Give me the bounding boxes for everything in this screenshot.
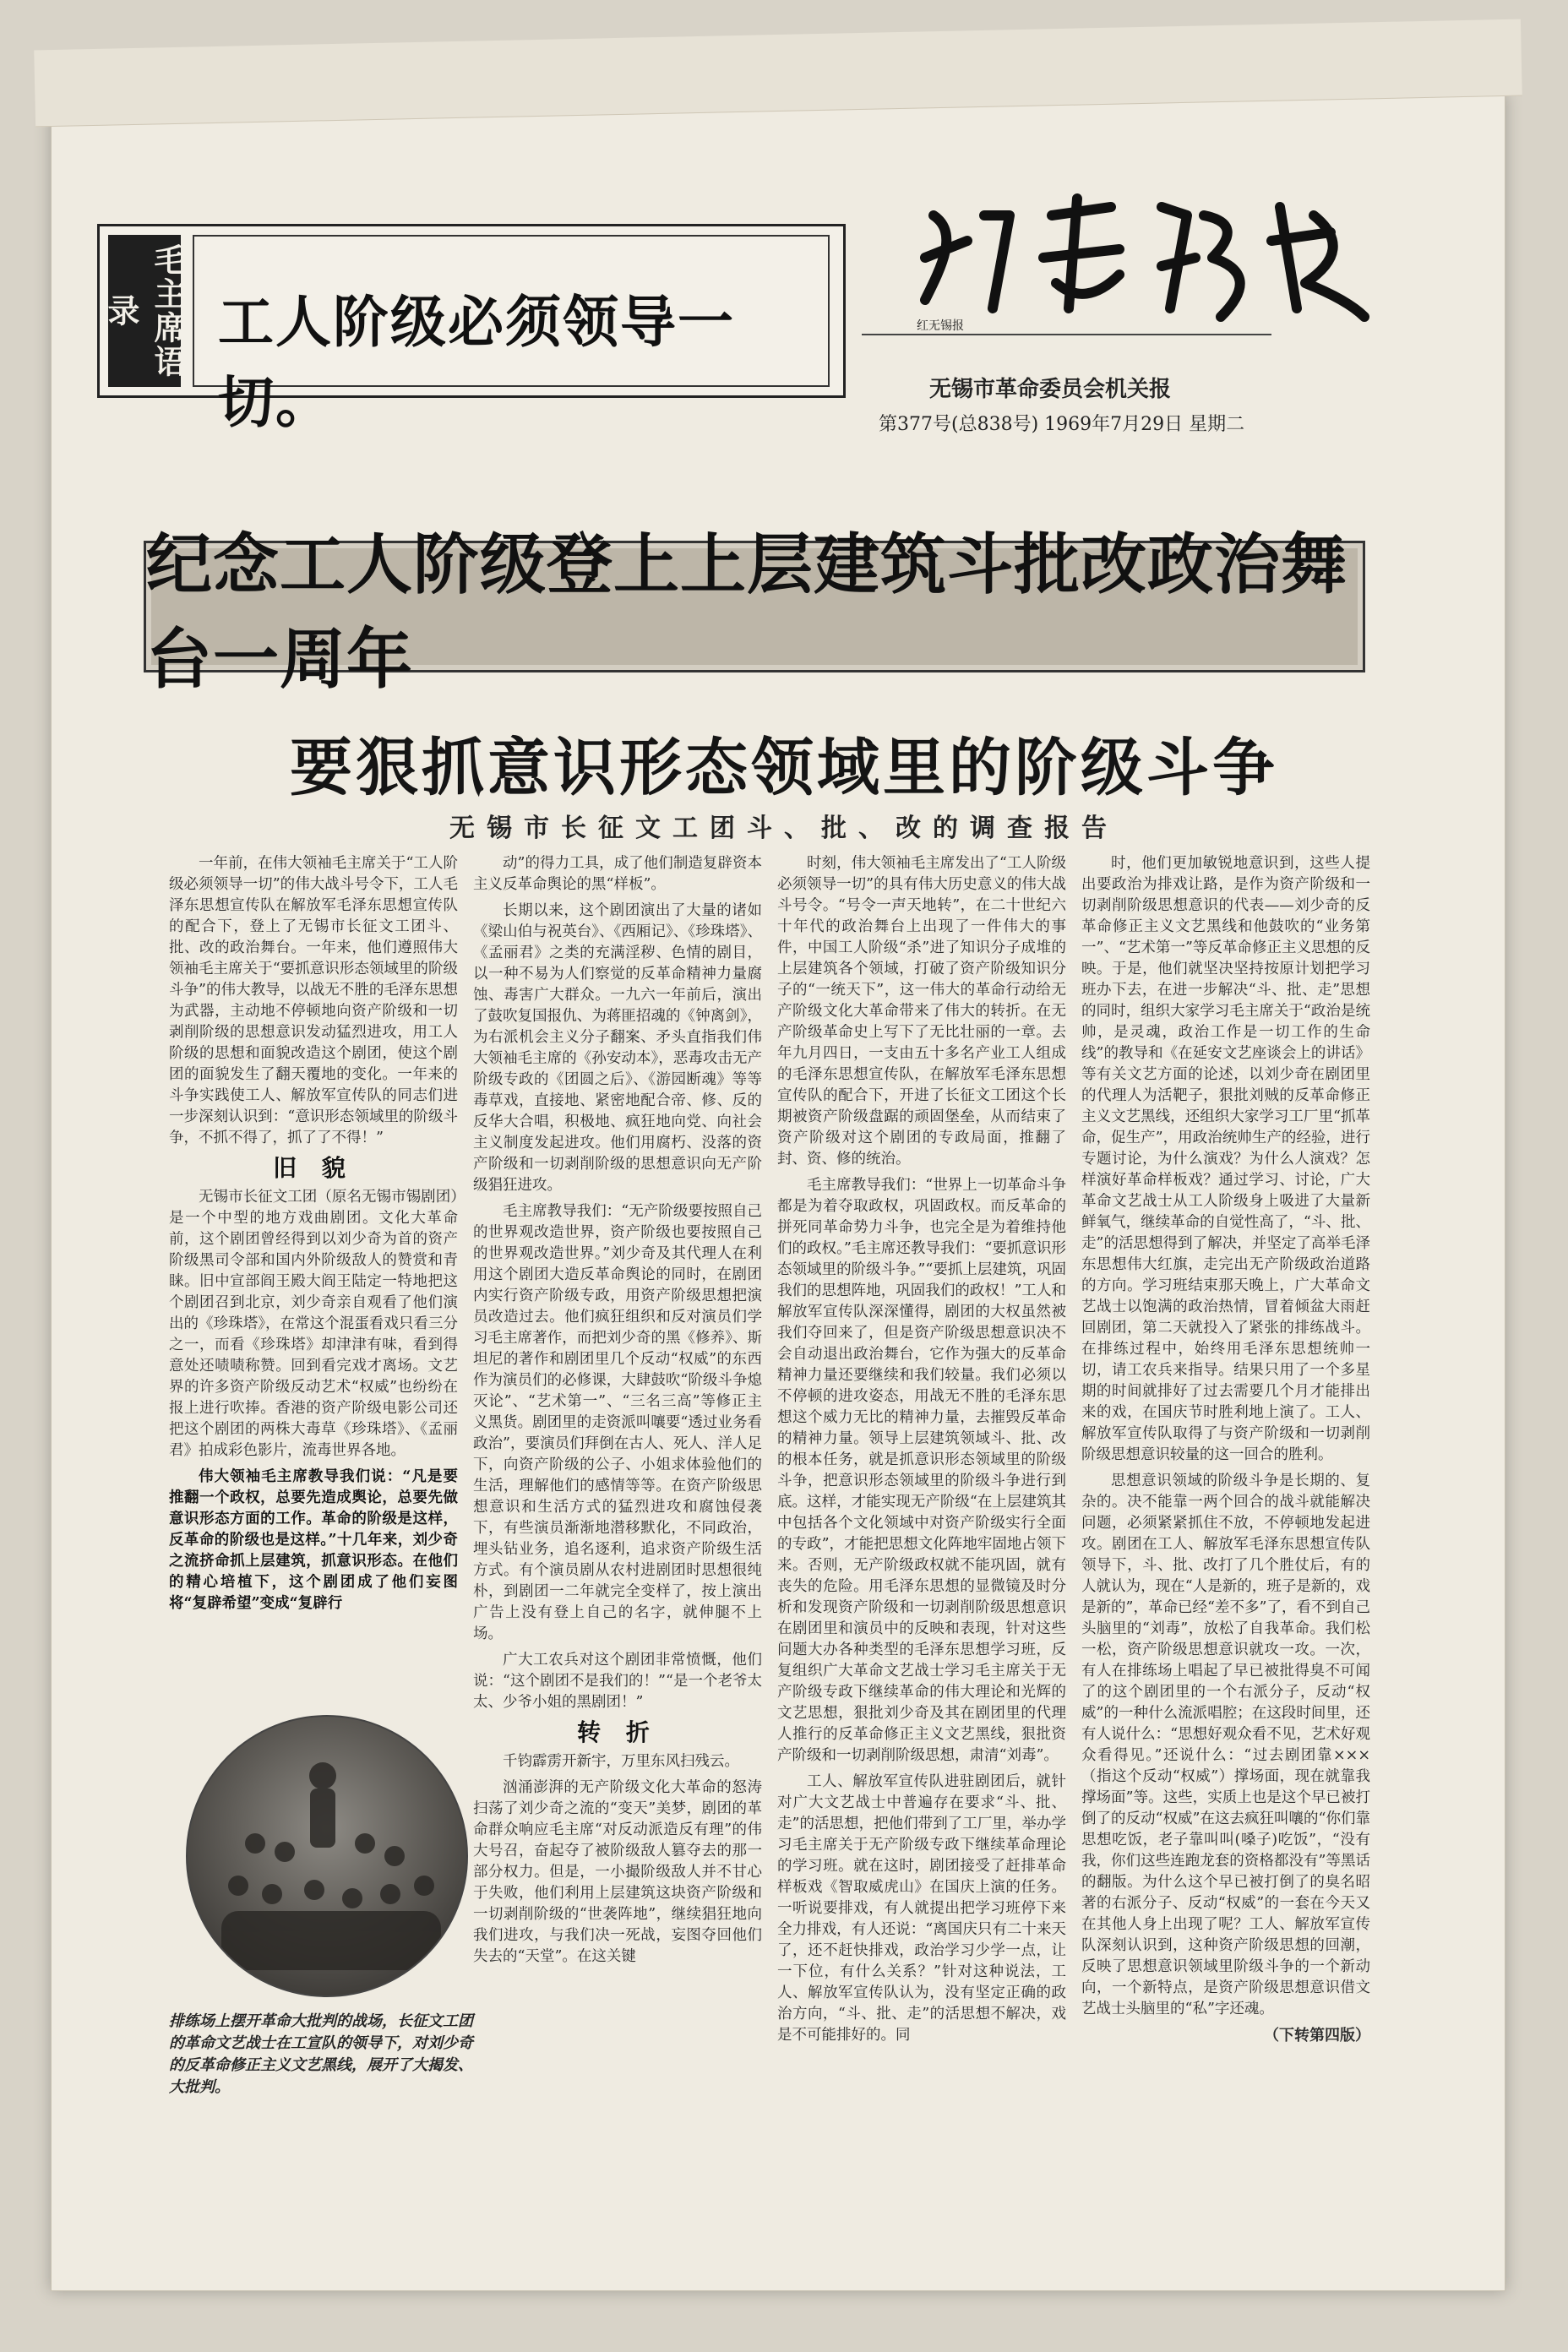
column-3: [777, 853, 1066, 2051]
commemorative-banner: [144, 527, 1365, 698]
rehearsal-photo: [186, 1715, 468, 1997]
paragraph: 时，他们更加敏锐地意识到，这些人提出要政治为排戏让路，是作为资产阶级和一切剥削阶级思想意识的代表——刘少奇的反革命修正主义文艺黑线和他鼓吹的“业务第一”、“艺术第一”等反革命修正主义思想的反映。于是，他们就坚决坚持按原计划把学习班办下去，在进一步解决“斗、批、走”思想的同时，组织大家学习毛主席关于“政治是统帅，是灵魂，政治工作是一切工作的生命线”的教导和《在延安文艺座谈会上的讲话》等有关文艺方面的论述，以刘少奇在剧团里的代理人为活靶子，狠批刘贼的反革命修正主义文艺黑线，还组织大家学习工厂里“抓革命，促生产”，用政治统帅生产的经验，进行专题讨论，为什么演戏？为什么人演戏？怎样演好革命样板戏？通过学习、讨论，广大革命文艺战士从工人阶级身上吸进了大量新鲜氧气，继续革命的自觉性高了，“斗、批、走”的活思想得到了解决，并坚定了高举毛泽东思想伟大红旗，走完出无产阶级政治道路的方向。学习班结束那天晚上，广大革命文艺战士以饱满的政治热情，冒着倾盆大雨赶回剧团，第二天就投入了紧张的排练战斗。在排练过程中，始终用毛泽东思想统帅一切，请工农兵来指导。结果只用了一个多星期的时间就排好了过去需要几个月才能排出来的戏，在国庆节时胜利地上演了。工人、解放军宣传队取得了与资产阶级和一切剥削阶级思想意识较量的这一回合的胜利。: [1081, 855, 1370, 1463]
paragraph: 工人、解放军宣传队进驻剧团后，就针对广大文艺战士中普遍存在要求“斗、批、走”的活思想，把他们带到了工厂里，举办学习毛主席关于无产阶级专政下继续革命理论的学习班。就在这时，剧团接受了赶排革命样板戏《智取威虎山》在国庆上演的任务。一听说要排戏，有人就提出把学习班停下来全力排戏，有人还说：“离国庆只有二十来天了，还不赶快排戏，政治学习少学一点，让一下位，有什么关系？”针对这种说法，工人、解放军宣传队认为，没有坚定正确的政治方向，“斗、批、走”的活思想不解决，戏是不可能排好的。同: [777, 1773, 1066, 2044]
paragraph: 毛主席教导我们：“无产阶级要按照自己的世界观改造世界，资产阶级也要按照自己的世界观改造世界。”刘少奇及其代理人在利用这个剧团大造反革命舆论的同时，在剧团内实行资产阶级专政，用资产阶级思想把演员改造过去。他们疯狂组织和反对演员们学习毛主席著作，而把刘少奇的黑《修养》、斯坦尼的著作和剧团里几个反动“权威”的东西作为演员们的必修课，大肆鼓吹“阶级斗争熄灭论”、“艺术第一”、“三名三高”等修正主义黑货。剧团里的走资派叫嚷要“透过业务看政治”，要演员们拜倒在古人、死人、洋人足下，向资产阶级的公子、小姐求体验他们的生活，理解他们的感情等等。在资产阶级思想意识和生活方式的猛烈进攻和腐蚀侵袭下，有些演员渐渐地潜移默化，不同政治，埋头钻业务，追名逐利，追求资产阶级生活方式。有个演员剧从农村进剧团时思想很纯朴，到剧团一二年就完全变样了，按上演出广告上没有登上自己的名字，就伸腿不上场。: [473, 1203, 762, 1642]
quotation-box: [97, 224, 846, 435]
logo-text: 红无锡报: [917, 319, 964, 333]
paragraph: 千钧霹雳开新宇，万里东风扫残云。: [503, 1753, 739, 1770]
headline: 要狠抓意识形态领域里的阶级斗争: [290, 732, 1278, 804]
paragraph: 毛主席教导我们：“世界上一切革命斗争都是为着夺取政权，巩固政权。而反革命的拼死同革命势力斗争，也完全是为着维持他们的政权。”毛主席还教导我们：“要抓意识形态领域里的阶级斗争。”“要抓上层建筑，巩固我们的思想阵地，巩固我们的政权！”工人和解放军宣传队深深懂得，剧团的大权虽然被我们夺回来了，但是资产阶级思想意识决不会自动退出政治舞台，它作为强大的反革命精神力量还要继续和我们较量。我们必须以不停顿的进攻姿态，用战无不胜的毛泽东思想这个威力无比的精神力量，去摧毁反革命的精神力量。领导上层建筑领域斗、批、改的根本任务，就是抓意识形态领域里的阶级斗争，把意识形态领域里的阶级斗争进行到底。这样，才能实现无产阶级“在上层建筑其中包括各个文化领域中对资产阶级实行全面的专政”，才能把思想文化阵地牢固地占领下来。否则，无产阶级政权就不能巩固，就有丧失的危险。用毛泽东思想的显微镜及时分析和发现资产阶级和一切剥削阶级思想意识在剧团里和演员中的反映和表现，针对这些问题大办各种类型的毛泽东思想学习班，反复组织广大革命文艺战士学习毛主席关于无产阶级专政下继续革命的伟大理论和光辉的文艺思想，狠批刘少奇及其在剧团里的代理人推行的反革命修正主义文艺黑线，狠批资产阶级和一切剥削阶级思想，肃清“刘毒”。: [777, 1177, 1066, 1764]
section-title-old: 旧 貌: [273, 1154, 354, 1182]
paragraph: 汹涌澎湃的无产阶级文化大革命的怒涛扫荡了刘少奇之流的“变天”美梦，剧团的革命群众响应毛主席“对反动派造反有理”的伟大号召，奋起夺了被阶级敌人篡夺去的那一部分权力。但是，一小撮阶级敌人并不甘心于失败，他们利用上层建筑这块资产阶级和一切剥削阶级的“世袭阵地”，继续猖狂地向我们进攻，与我们决一死战，妄图夺回他们失去的“天堂”。在这关键: [473, 1779, 762, 1965]
paragraph: 无锡市长征文工团（原名无锡市锡剧团）是一个中型的地方戏曲剧团。文化大革命前，这个剧团曾经得到以刘少奇为首的资产阶级黑司令部和国内外阶级敌人的赞赏和青睐。旧中宣部阎王殿大阎王陆定一特地把这个剧团召到北京，刘少奇亲自观看了他们演出的《珍珠塔》，在常这个混蛋看戏只看三分之一，而看《珍珠塔》却津津有味，看到得意处还啧啧称赞。回到看完戏才离场。文艺界的许多资产阶级反动艺术“权威”也纷纷在报上进行吹捧。香港的资产阶级电影公司还把这个剧团的两株大毒草《珍珠塔》、《孟丽君》拍成彩色影片，流毒世界各地。: [169, 1189, 458, 1459]
masthead: [97, 131, 1373, 528]
quote-label: 毛主席语录: [108, 235, 181, 387]
photo-illustration: [188, 1717, 466, 1995]
banner-text: 纪念工人阶级登上上层建筑斗批改政治舞台一周年: [146, 527, 1348, 698]
paragraph: 动”的得力工具，成了他们制造复辟资本主义反革命舆论的黑“样板”。: [473, 855, 762, 893]
paragraph: 一年前，在伟大领袖毛主席关于“工人阶级必须领导一切”的伟大战斗号令下，工人毛泽东思想宣传队在解放军毛泽东思想宣传队的配合下，登上了无锡市长征文工团斗、批、改的政治舞台。一年来，他们遵照伟大领袖毛主席关于“要抓意识形态领域里的阶级斗争”的伟大教导，以战无不胜的毛泽东思想为武器，主动地不停顿地向资产阶级和一切剥削阶级的思想意识发动猛烈进攻，用工人阶级的思想和面貌改造这个剧团，使这个剧团的面貌发生了翻天覆地的变化。一年来的斗争实践使工人、解放军宣传队的同志们进一步深刻认识到：“意识形态领域里的阶级斗争，不抓不得了，抓了了不得！”: [169, 855, 458, 1146]
photo-caption: 排练场上摆开革命大批判的战场，长征文工团的革命文艺战士在工宣队的领导下，对刘少奇的反革命修正主义文艺黑线，展开了大揭发、大批判。: [169, 2012, 473, 2096]
organ-label: 无锡市革命委员会机关报: [929, 377, 1172, 402]
paragraph: 时刻，伟大领袖毛主席发出了“工人阶级必须领导一切”的具有伟大历史意义的伟大战斗号令。“号令一声天地转”，在二十世纪六十年代的政治舞台上出现了一件伟大的事件，中国工人阶级“杀”进了知识分子成堆的上层建筑各个领域，打破了资产阶级知识分子的“一统天下”，这一伟大的革命行动给无产阶级文化大革命带来了伟大的转折。在无产阶级革命史上写下了无比壮丽的一章。去年九月四日，一支由五十多名产业工人组成的毛泽东思想宣传队，在解放军毛泽东思想宣传队的配合下，开进了长征文工团这个长期被资产阶级盘踞的顽固堡垒，从而结束了资产阶级对这个剧团的专政局面，推翻了封、资、修的统治。: [777, 855, 1066, 1168]
paragraph: 广大工农兵对这个剧团非常愤慨，他们说：“这个剧团不是我们的！”“是一个老爷太太、少爷小姐的黑剧团！”: [473, 1652, 762, 1711]
newspaper-logo: [908, 182, 1381, 334]
paragraph: 长期以来，这个剧团演出了大量的诸如《梁山伯与祝英台》、《西厢记》、《珍珠塔》、《孟丽君》之类的充满淫秽、色情的剧目，以一种不易为人们察觉的反革命精神力量腐蚀、毒害广大群众。一九六一年前后，演出了鼓吹复国报仇、为蒋匪招魂的《钟离剑》，为右派机会主义分子翻案、矛头直指我们伟大领袖毛主席的《孙安动本》，恶毒攻击无产阶级专政的《团圆之后》、《游园断魂》等等毒草戏，直接地、紧密地配合帝、修、反的反华大合唱，积极地、疯狂地向党、向社会主义制度发起进攻。他们用腐朽、没落的资产阶级和一切剥削阶级的思想意识向无产阶级猖狂进攻。: [473, 902, 762, 1194]
continued-note: （下转第四版）: [1264, 2027, 1370, 2044]
subheadline: 无锡市长征文工团斗、批、改的调查报告: [449, 814, 1119, 843]
paragraph: 伟大领袖毛主席教导我们说：“凡是要推翻一个政权，总要先造成舆论，总要先做意识形态方面的工作。革命的阶级是这样，反革命的阶级也是这样。”十几年来，刘少奇之流挤命抓上层建筑，抓意识形态。在他们的精心培植下，这个剧团成了他们妄图将“复辟希望”变成“复辟行: [169, 1468, 458, 1612]
section-title-turn: 转 折: [577, 1718, 658, 1746]
column-2: [473, 853, 762, 1973]
paragraph: 思想意识领域的阶级斗争是长期的、复杂的。决不能靠一两个回合的战斗就能解决问题，必须紧紧抓住不放，不停顿地发起进攻。剧团在工人、解放军毛泽东思想宣传队领导下，斗、批、改打了几个胜仗后，有的人就认为，现在“人是新的，班子是新的，戏是新的”，革命已经“差不多”了，看不到自己头脑里的“刘毒”，放松了自我革命。我们松一松，资产阶级思想意识就攻一攻。一次，有人在排练场上唱起了早已被批得臭不可闻了的这个剧团里的一个右派分子，反动“权威”的一种什么流派唱腔；在这段时间里，还有人说什么：“思想好观众看不见，艺术好观众看得见。”还说什么：“过去剧团靠×××（指这个反动“权威”）撑场面，现在就靠我撑场面”等。这些，实质上也是这个早已被打倒了的反动“权威”在这去疯狂叫嚷的“你们靠思想吃饭，老子靠叫叫(嗓子)吃饭”，“没有我，你们这些连跑龙套的资格都没有”等黑话的翻版。为什么这个早已被打倒了的臭名昭著的右派分子、反动“权威”的一套在今天又在其他人身上出现了呢？工人、解放军宣传队深刻认识到，这种资产阶级思想的回潮，反映了思想意识领域里阶级斗争的一个新动向，一个新特点，是资产阶级思想意识借文艺战士头脑里的“私”字还魂。: [1081, 1473, 1370, 2017]
column-4: [1081, 853, 1370, 2046]
issue-line: 第377号(总838号) 1969年7月29日 星期二: [879, 414, 1245, 435]
quote-text: 工人阶级必须领导一切。: [218, 289, 735, 435]
column-1: [169, 853, 458, 1620]
masthead-divider: [862, 334, 1271, 335]
photo-block: [169, 1690, 498, 2129]
